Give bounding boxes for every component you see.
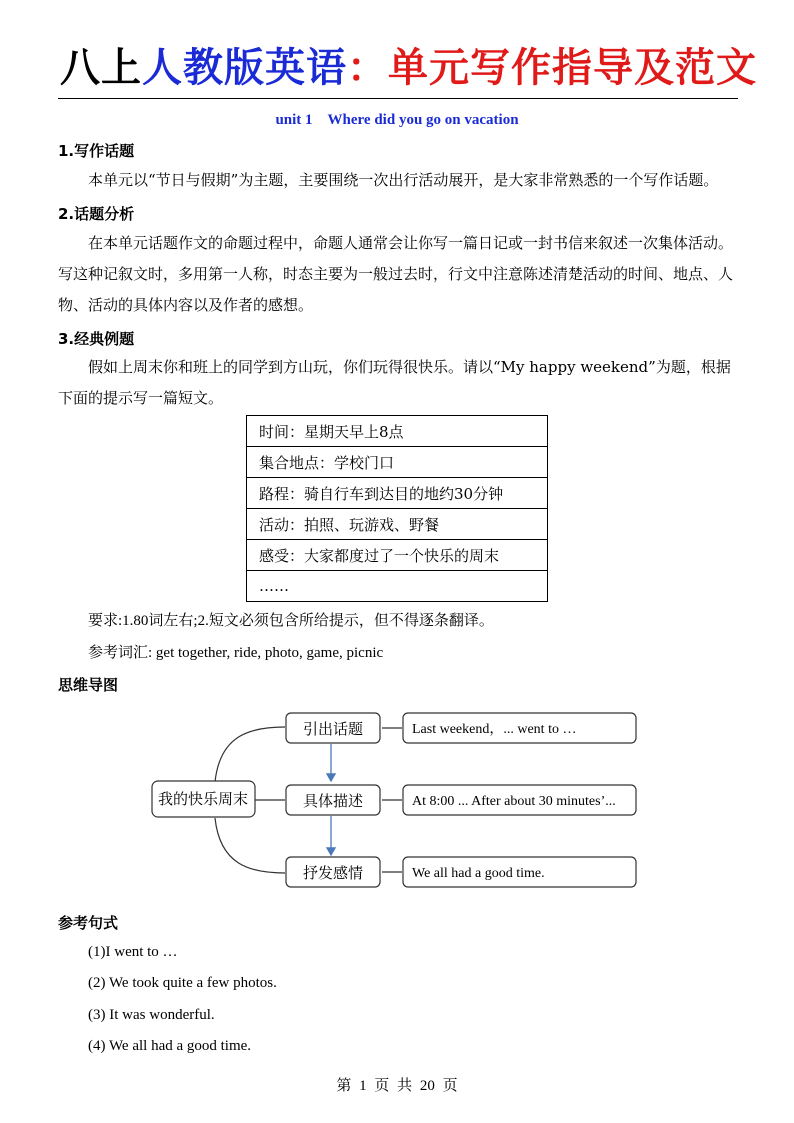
sentence-item: (4) We all had a good time. [88, 1038, 252, 1054]
sentence-item: (1)I went to … [88, 944, 178, 960]
hint-time: 时间：星期天早上8点 [247, 416, 548, 447]
topic-paragraph [58, 165, 740, 196]
example-paragraph [58, 352, 740, 414]
sentence-item: (2) We took quite a few photos. [88, 975, 277, 991]
example-heading: 3.经典例题 [58, 330, 135, 348]
detail-label-1: Last weekend，... went to … [412, 722, 577, 737]
detail-label-2: At 8:00 ... After about 30 minutes’... [412, 794, 616, 809]
hint-route: 路程：骑自行车到达目的地约30分钟 [247, 478, 548, 509]
unit-title: unit 1 Where did you go on vacation [275, 112, 519, 128]
center-node-label: 我的快乐周末 [157, 790, 249, 808]
sentence-item: (3) It was wonderful. [88, 1007, 215, 1023]
hint-feeling: 感受：大家都度过了一个快乐的周末 [247, 540, 548, 571]
title-divider [58, 98, 738, 99]
mindmap-heading: 思维导图 [58, 676, 119, 694]
branch-line-top [215, 727, 285, 782]
analysis-text: 在本单元话题作文的命题过程中，命题人通常会让你写一篇日记或一封书信来叙述一次集体活动。写这种记叙文时，多用第一人称，时态主要为一般过去时，行文中注意陈述清楚活动的时间、地点、人物、活动的具体内容以及作者的感想。 [58, 234, 734, 314]
title-grade: 八上 [60, 45, 142, 91]
analysis-paragraph [58, 228, 740, 321]
hint-place: 集合地点：学校门口 [247, 447, 548, 478]
analysis-heading: 2.话题分析 [58, 205, 135, 223]
mindmap-diagram [140, 705, 640, 895]
branch-line-bottom [215, 818, 285, 873]
page-title [60, 40, 757, 96]
sentences-heading: 参考句式 [58, 914, 119, 932]
example-text: 假如上周末你和班上的同学到方山玩，你们玩得很快乐。请以“My happy weekend”为题，根据下面的提示写一篇短文。 [58, 358, 731, 407]
hint-activity: 活动：拍照、玩游戏、野餐 [247, 509, 548, 540]
node-label-2: 具体描述 [302, 792, 364, 810]
topic-text: 本单元以“节日与假期”为主题，主要围绕一次出行活动展开，是大家非常熟悉的一个写作话题。 [88, 171, 719, 189]
hint-more: …… [247, 571, 548, 602]
topic-heading: 1.写作话题 [58, 142, 135, 160]
node-label-3: 抒发感情 [302, 864, 364, 882]
page-footer: 第 1 页 共 20 页 [336, 1078, 458, 1094]
detail-label-3: We all had a good time. [412, 866, 545, 881]
reference-vocab: 参考词汇: get together, ride, photo, game, picnic [88, 645, 384, 661]
title-topic: ：单元写作指导及范文 [347, 45, 757, 91]
requirements: 要求:1.80词左右;2.短文必须包含所给提示，但不得逐条翻译。 [88, 613, 494, 629]
title-edition: 人教版英语 [142, 45, 347, 91]
hints-table [246, 415, 548, 602]
node-label-1: 引出话题 [302, 720, 364, 738]
